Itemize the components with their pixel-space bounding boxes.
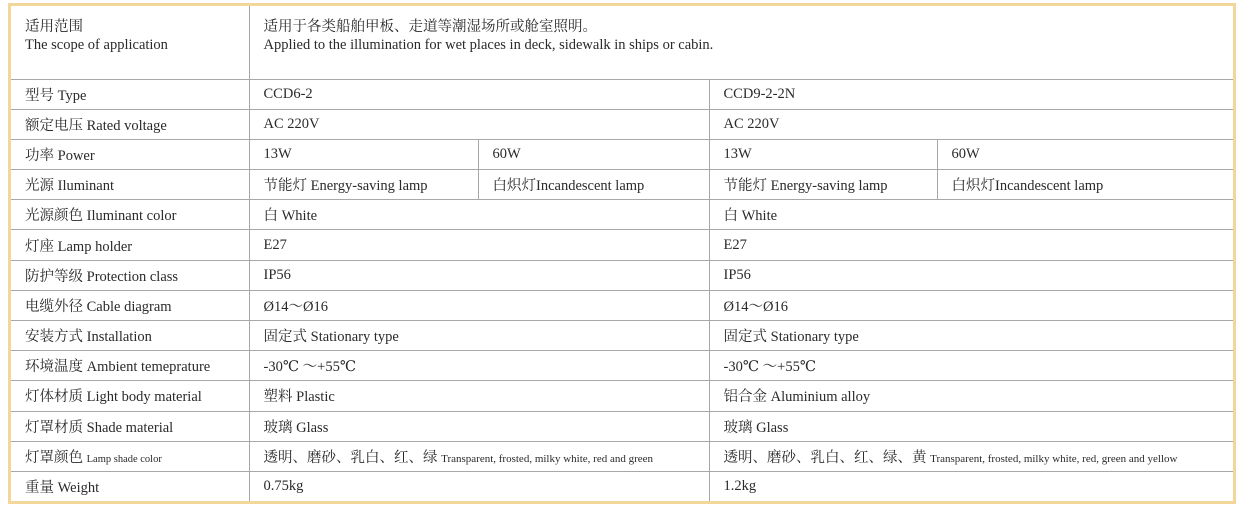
power-a1: 13W [249,139,478,169]
type-label: 型号 Type [11,79,249,109]
ambient-label: 环境温度 Ambient temeprature [11,351,249,381]
cable-label: 电缆外径 Cable diagram [11,290,249,320]
type-b: CCD9-2-2N [709,79,1233,109]
scope-value-en: Applied to the illumination for wet places in deck, sidewalk in ships or cabin. [263,37,714,53]
row-cable [11,290,1233,320]
body-label: 灯体材质 Light body material [11,381,249,411]
row-voltage [11,109,1233,139]
shade-color-label [11,441,249,471]
voltage-a: AC 220V [249,109,709,139]
row-illuminant [11,170,1233,200]
shade-color-b-en: Transparent, frosted, milky white, red, green and yellow [930,452,1178,465]
scope-label [11,6,249,79]
power-label: 功率 Power [11,139,249,169]
row-holder [11,230,1233,260]
row-power [11,139,1233,169]
installation-label: 安装方式 Installation [11,321,249,351]
row-installation [11,321,1233,351]
protection-b: IP56 [709,260,1233,290]
shade-color-b [709,441,1233,471]
scope-value-cn: 适用于各类船舶甲板、走道等潮湿场所或舱室照明。 [263,19,597,35]
shade-a: 玻璃 Glass [249,411,709,441]
row-color [11,200,1233,230]
scope-label-en: The scope of application [25,37,168,53]
shade-color-b-cn: 透明、磨砂、乳白、红、绿、黄 [723,449,927,466]
cable-b: Ø14～Ø16 [709,290,1233,320]
row-ambient [11,351,1233,381]
shade-color-a-cn: 透明、磨砂、乳白、红、绿 [263,449,438,466]
power-b2: 60W [937,139,1233,169]
color-b: 白 White [709,200,1233,230]
body-a: 塑料 Plastic [249,381,709,411]
holder-label: 灯座 Lamp holder [11,230,249,260]
shade-color-a [249,441,709,471]
illuminant-a2: 白炽灯Incandescent lamp [478,170,709,200]
protection-label: 防护等级 Protection class [11,260,249,290]
scope-label-cn: 适用范围 [25,19,83,35]
holder-b: E27 [709,230,1233,260]
color-label: 光源颜色 Iluminant color [11,200,249,230]
voltage-label: 额定电压 Rated voltage [11,109,249,139]
shade-label: 灯罩材质 Shade material [11,411,249,441]
illuminant-b1: 节能灯 Energy-saving lamp [709,170,937,200]
weight-label: 重量 Weight [11,471,249,501]
power-a2: 60W [478,139,709,169]
shade-b: 玻璃 Glass [709,411,1233,441]
row-shade-material [11,411,1233,441]
holder-a: E27 [249,230,709,260]
body-b: 铝合金 Aluminium alloy [709,381,1233,411]
row-protection [11,260,1233,290]
weight-b: 1.2kg [709,471,1233,501]
protection-a: IP56 [249,260,709,290]
scope-value [249,6,1233,79]
row-type [11,79,1233,109]
shade-color-a-en: Transparent, frosted, milky white, red and green [441,452,654,465]
spec-table [11,6,1233,501]
shade-color-label-cn: 灯罩颜色 [25,449,83,466]
ambient-a: -30℃ ～+55℃ [249,351,709,381]
color-a: 白 White [249,200,709,230]
weight-a: 0.75kg [249,471,709,501]
row-shade-color [11,441,1233,471]
voltage-b: AC 220V [709,109,1233,139]
type-a: CCD6-2 [249,79,709,109]
power-b1: 13W [709,139,937,169]
ambient-b: -30℃ ～+55℃ [709,351,1233,381]
spec-table-frame [8,3,1236,504]
illuminant-label: 光源 Iluminant [11,170,249,200]
illuminant-a1: 节能灯 Energy-saving lamp [249,170,478,200]
installation-a: 固定式 Stationary type [249,321,709,351]
installation-b: 固定式 Stationary type [709,321,1233,351]
row-weight [11,471,1233,501]
row-scope [11,6,1233,79]
cable-a: Ø14～Ø16 [249,290,709,320]
shade-color-label-en: Lamp shade color [86,453,162,465]
illuminant-b2: 白炽灯Incandescent lamp [937,170,1233,200]
row-body-material [11,381,1233,411]
